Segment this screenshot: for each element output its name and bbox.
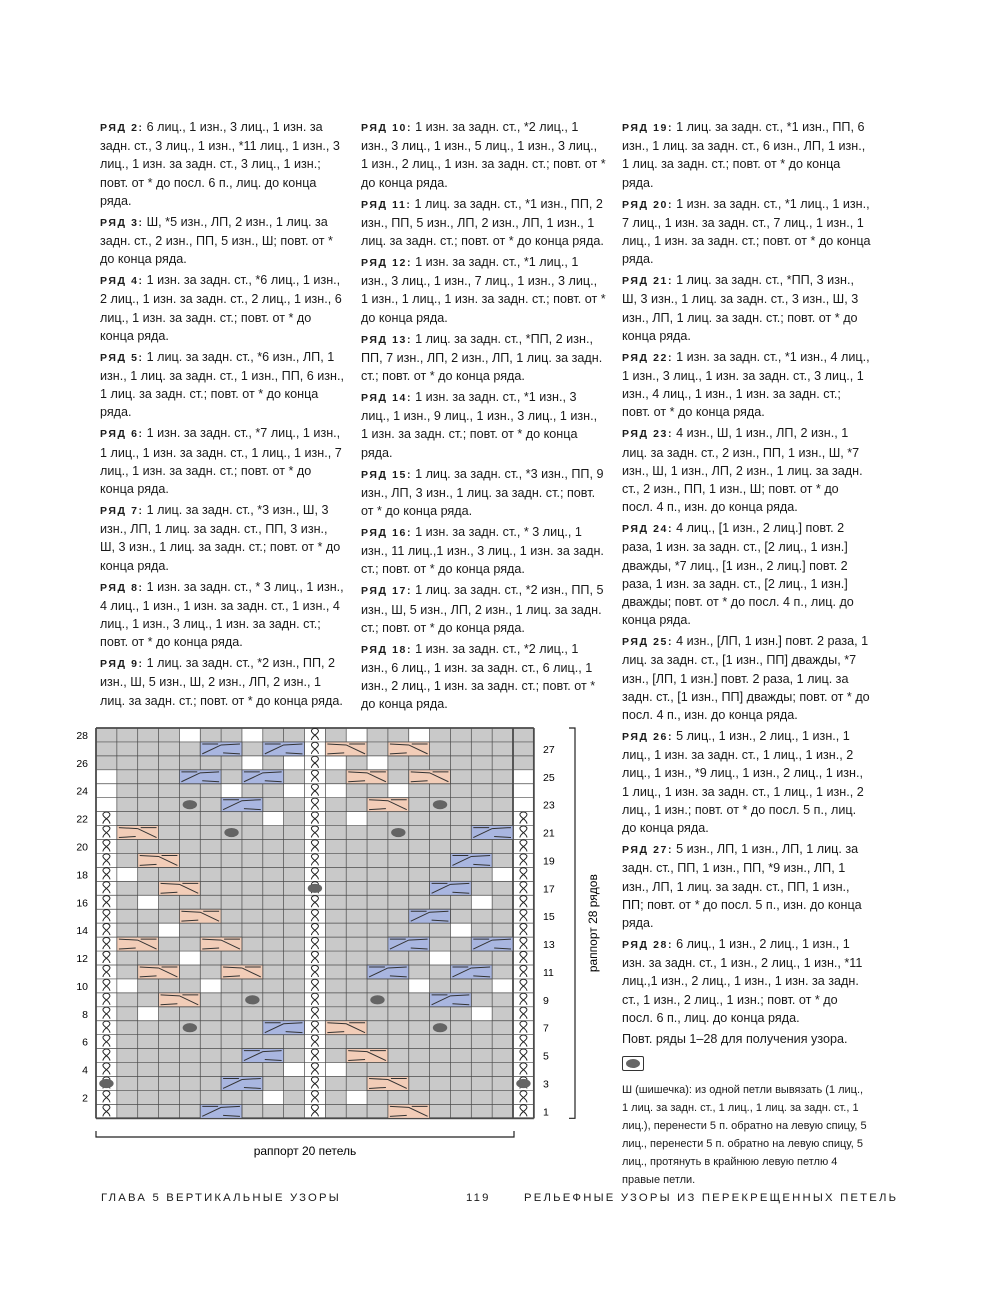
bobble-symbol bbox=[391, 828, 405, 837]
purl-cell bbox=[179, 728, 200, 742]
row-label: РЯД 10: bbox=[361, 122, 413, 134]
row-number-left: 14 bbox=[76, 925, 88, 938]
purl-cell bbox=[471, 895, 492, 909]
row-text: 5 лиц., 1 изн., 2 лиц., 1 изн., 1 лиц., 1 изн. за задн. ст., 1 лиц., 1 изн., 2 лиц., 1 изн., *9 лиц., 1 изн., 2 лиц., 1 изн., 1 лиц., 1 изн. за задн. ст., 1 лиц., 1 изн., 2 лиц., 1 изн.; повт. от * до посл. 5 п., лиц. до конца ряда. bbox=[622, 729, 864, 836]
row-label: РЯД 25: bbox=[622, 636, 674, 649]
purl-cell bbox=[138, 1007, 159, 1021]
purl-cell bbox=[513, 798, 534, 812]
bobble-legend-text: Ш (шишечка): из одной петли вывязать (1 лиц., 1 лиц. за задн. ст., 1 лиц., 1 лиц. за задн. ст., 1 лиц.), перенести 5 п. обратно на левую спицу, 5 лиц., перенести 5 п. обратно на левую спицу, 5 лиц., протянуть в крайнюю левую петлю 4 правые петли. bbox=[622, 1083, 867, 1186]
purl-cell bbox=[367, 756, 388, 770]
repeat-note: Повт. ряды 1–28 для получения узора. bbox=[622, 1031, 848, 1046]
page-number: 119 bbox=[466, 1192, 491, 1204]
row-number-right: 5 bbox=[543, 1050, 549, 1063]
purl-cell bbox=[263, 1090, 284, 1104]
row-number-right: 1 bbox=[543, 1106, 549, 1119]
bobble-symbol bbox=[308, 884, 322, 893]
row-number-left: 28 bbox=[76, 729, 88, 742]
row-label: РЯД 20: bbox=[622, 198, 674, 211]
row-text: 1 лиц. за задн. ст., *6 изн., ЛП, 1 изн., 1 лиц. за задн. ст., 1 изн., ПП, 6 изн., 1 лиц. за задн. ст.; повт. от * до конца ряда. bbox=[100, 349, 345, 420]
width-bracket bbox=[96, 1131, 514, 1137]
row-label: РЯД 12: bbox=[361, 257, 413, 270]
row-text: 1 изн. за задн. ст., *7 лиц., 1 изн., 1 лиц., 1 изн. за задн. ст., 1 лиц., 1 изн., 7 лиц., 1 изн. за задн. ст.; повт. от * до конца ряда. bbox=[100, 426, 342, 497]
row-number-right: 23 bbox=[543, 799, 555, 812]
row-text: 4 изн., Ш, 1 изн., ЛП, 2 изн., 1 лиц. за задн. ст., 2 изн., ПП, 1 изн., Ш, *7 изн., Ш, 1 изн., ЛП, 2 изн., 1 лиц. за задн. ст., 2 изн., ПП, 1 изн., Ш; повт. от * до посл. 4 п., изн. до конца ряда. bbox=[622, 426, 863, 515]
row-number-left: 10 bbox=[76, 980, 88, 993]
row-number-right: 11 bbox=[543, 966, 554, 979]
row-number-right: 7 bbox=[543, 1022, 549, 1035]
row-text: 1 изн. за задн. ст., *1 изн., 3 лиц., 1 изн., 9 лиц., 1 изн., 3 лиц., 1 изн., 1 изн. за задн. ст.; повт. от * до конца ряда. bbox=[361, 390, 598, 460]
row-text: 5 изн., ЛП, 1 изн., ЛП, 1 лиц. за задн. ст., ПП, 1 изн., ПП, *9 изн., ЛП, 1 изн., ЛП, 1 лиц. за задн. ст., ПП, 1 изн., ПП; повт. от * до посл. 5 п., изн. до конца ряда. bbox=[622, 842, 862, 930]
purl-cell bbox=[221, 784, 242, 798]
purl-cell bbox=[492, 979, 513, 993]
bobble-symbol bbox=[516, 1079, 530, 1088]
row-label: РЯД 3: bbox=[100, 216, 144, 229]
purl-cell bbox=[242, 728, 263, 742]
row-text: 1 изн. за задн. ст., *2 лиц., 1 изн., 6 лиц., 1 изн. за задн. ст., 6 лиц., 1 изн., 2 лиц., 1 изн. за задн. ст.; повт. от * до конца ряда. bbox=[361, 641, 596, 712]
footer-chapter: ГЛАВА 5 ВЕРТИКАЛЬНЫЕ УЗОРЫ bbox=[101, 1192, 341, 1204]
row-label: РЯД 15: bbox=[361, 468, 413, 481]
row-text: 1 лиц. за задн. ст., *3 изн., Ш, 3 изн., ЛП, 1 лиц. за задн. ст., ПП, 3 изн., Ш, 3 изн., 1 лиц. за задн. ст.; повт. от * до конца ряда. bbox=[100, 503, 341, 573]
purl-cell bbox=[325, 784, 346, 798]
row-label: РЯД 16: bbox=[361, 527, 413, 540]
purl-cell bbox=[430, 951, 451, 965]
purl-cell bbox=[284, 756, 305, 770]
row-text: 1 лиц. за задн. ст., *2 изн., ПП, 5 изн., Ш, 5 изн., ЛП, 2 изн., 1 лиц. за задн. ст.; повт. от * до конца ряда. bbox=[361, 583, 604, 635]
row-number-left: 24 bbox=[76, 785, 88, 798]
row-text: 4 лиц., [1 изн., 2 лиц.] повт. 2 раза, 1 изн. за задн. ст., [2 лиц., 1 изн.] дважды, *7 лиц., [1 изн., 2 лиц.] повт. 2 раза, 1 изн. за задн. ст., [2 лиц., 1 изн.] дважды; повт. от * до посл. 4 п., лиц. до конца ряда. bbox=[622, 521, 854, 628]
row-text: 1 изн. за задн. ст., *1 лиц., 1 изн., 7 лиц., 1 изн. за задн. ст., 7 лиц., 1 изн., 1 лиц., 1 изн. за задн. ст.; повт. от * до конца ряда. bbox=[622, 196, 871, 267]
purl-cell bbox=[346, 728, 367, 742]
purl-cell bbox=[325, 1063, 346, 1077]
height-bracket bbox=[569, 728, 575, 1118]
row-text: 6 лиц., 1 изн., 2 лиц., 1 изн., 1 изн. за задн. ст., 1 изн., 2 лиц., 1 изн., *11 лиц.,1 изн., 2 лиц., 1 изн., 1 изн. за задн. ст., 1 изн., 2 лиц., 1 изн.; повт. от * до посл. 6 п., лиц. до конца ряда. bbox=[622, 936, 863, 1025]
row-text: 1 лиц. за задн. ст., *ПП, 3 изн., Ш, 3 изн., 1 лиц. за задн. ст., 3 изн., Ш, 3 изн., ЛП, 1 лиц. за задн. ст.; повт. от * до конца ряда. bbox=[622, 273, 859, 343]
row-number-right: 21 bbox=[543, 827, 555, 840]
bobble-symbol bbox=[433, 1023, 447, 1032]
row-number-left: 22 bbox=[76, 813, 88, 826]
purl-cell bbox=[513, 770, 534, 784]
row-number-left: 8 bbox=[82, 1008, 88, 1021]
row-text: 1 лиц. за задн. ст., *2 изн., ПП, 2 изн., Ш, 5 изн., Ш, 2 изн., ЛП, 2 изн., 1 лиц. за задн. ст.; повт. от * до конца ряда. bbox=[100, 656, 343, 708]
row-label: РЯД 5: bbox=[100, 351, 144, 364]
row-label: РЯД 24: bbox=[622, 523, 674, 536]
row-label: РЯД 27: bbox=[622, 844, 674, 857]
row-number-right: 3 bbox=[543, 1078, 549, 1091]
bobble-symbol bbox=[99, 1079, 113, 1088]
row-label: РЯД 28: bbox=[622, 938, 674, 951]
row-label: РЯД 7: bbox=[100, 505, 144, 518]
height-label: раппорт 28 рядов bbox=[586, 874, 600, 973]
purl-cell bbox=[179, 951, 200, 965]
row-text: 1 лиц. за задн. ст., *1 изн., ПП, 6 изн., 1 лиц. за задн. ст., 6 изн., ЛП, 1 изн., 1 лиц. за задн. ст.; повт. от * до конца ряда. bbox=[622, 120, 866, 190]
purl-cell bbox=[138, 895, 159, 909]
row-text: 6 лиц., 1 изн., 3 лиц., 1 изн. за задн. ст., 3 лиц., 1 изн., *11 лиц., 1 изн., 3 лиц., 1 изн. за задн. ст., 3 лиц., 1 изн.; повт. от * до посл. 6 п., лиц. до конца ряда. bbox=[100, 120, 340, 208]
purl-cell bbox=[242, 756, 263, 770]
row-label: РЯД 18: bbox=[361, 643, 413, 656]
bobble-symbol bbox=[183, 800, 197, 809]
purl-cell bbox=[471, 1007, 492, 1021]
row-label: РЯД 11: bbox=[361, 198, 412, 211]
row-number-right: 13 bbox=[543, 939, 555, 952]
purl-cell bbox=[346, 1090, 367, 1104]
purl-cell bbox=[492, 867, 513, 881]
purl-cell bbox=[96, 770, 117, 784]
bobble-symbol bbox=[224, 828, 238, 837]
purl-cell bbox=[284, 784, 305, 798]
row-label: РЯД 8: bbox=[100, 581, 144, 594]
purl-cell bbox=[96, 784, 117, 798]
purl-cell bbox=[409, 728, 430, 742]
purl-cell bbox=[263, 812, 284, 826]
row-number-left: 18 bbox=[76, 869, 88, 882]
row-number-right: 27 bbox=[543, 743, 555, 756]
row-label: РЯД 26: bbox=[622, 731, 674, 744]
row-number-left: 20 bbox=[76, 841, 88, 854]
row-text: 1 лиц. за задн. ст., *3 изн., ПП, 9 изн., ЛП, 3 изн., 1 лиц. за задн. ст.; повт. от * до конца ряда. bbox=[361, 466, 604, 519]
row-number-right: 15 bbox=[543, 911, 555, 924]
row-number-right: 17 bbox=[543, 883, 555, 896]
row-label: РЯД 23: bbox=[622, 428, 674, 441]
row-label: РЯД 17: bbox=[361, 585, 413, 598]
row-number-left: 2 bbox=[82, 1092, 88, 1105]
bobble-symbol bbox=[183, 1023, 197, 1032]
row-number-left: 6 bbox=[82, 1036, 88, 1049]
row-text: 1 изн. за задн. ст., * 3 лиц., 1 изн., 11 лиц.,1 изн., 3 лиц., 1 изн. за задн. ст.; повт. от * до конца ряда. bbox=[361, 525, 604, 577]
row-number-left: 12 bbox=[76, 953, 88, 966]
row-number-right: 9 bbox=[543, 994, 549, 1007]
row-label: РЯД 19: bbox=[622, 122, 674, 134]
row-label: РЯД 6: bbox=[100, 428, 144, 441]
row-text: 1 изн. за задн. ст., *1 изн., 4 лиц., 1 изн., 3 лиц., 1 изн. за задн. ст., 3 лиц., 1 изн., 4 лиц., 1 изн., 1 изн. за задн. ст.; повт. от * до конца ряда. bbox=[622, 349, 870, 420]
row-label: РЯД 4: bbox=[100, 275, 144, 288]
row-label: РЯД 21: bbox=[622, 275, 674, 288]
purl-cell bbox=[513, 784, 534, 798]
row-text: 1 изн. за задн. ст., *1 лиц., 1 изн., 3 лиц., 1 изн., 7 лиц., 1 изн., 3 лиц., 1 изн., 1 лиц., 1 изн. за задн. ст.; повт. от * до конца ряда. bbox=[361, 255, 606, 325]
purl-cell bbox=[284, 1063, 305, 1077]
row-text: 1 изн. за задн. ст., *6 лиц., 1 изн., 2 лиц., 1 изн. за задн. ст., 2 лиц., 1 изн., 6 лиц., 1 изн. за задн. ст.; повт. от * до конца ряда. bbox=[100, 273, 342, 343]
row-text: 4 изн., [ЛП, 1 изн.] повт. 2 раза, 1 лиц. за задн. ст., [1 изн., ПП] дважды, *7 изн., [ЛП, 1 изн.] повт. 2 раза, 1 лиц. за задн. ст., [1 изн., ПП] дважды; повт. от * до посл. 4 п., изн. до конца ряда. bbox=[622, 634, 870, 723]
bobble-symbol bbox=[433, 800, 447, 809]
footer-section-title: РЕЛЬЕФНЫЕ УЗОРЫ ИЗ ПЕРЕКРЕЩЕННЫХ ПЕТЕЛЬ bbox=[524, 1192, 899, 1204]
width-label: раппорт 20 петель bbox=[253, 1144, 357, 1158]
row-label: РЯД 9: bbox=[100, 658, 144, 671]
bobble-symbol bbox=[370, 995, 384, 1004]
purl-cell bbox=[159, 923, 180, 937]
purl-cell bbox=[117, 867, 138, 881]
row-text: 1 изн. за задн. ст., *2 лиц., 1 изн., 3 лиц., 1 изн., 5 лиц., 1 изн., 3 лиц., 1 изн., 2 лиц., 1 изн. за задн. ст.; повт. от * до конца ряда. bbox=[361, 120, 606, 190]
row-text: 1 лиц. за задн. ст., *1 изн., ПП, 2 изн., ПП, 5 изн., ЛП, 2 изн., ЛП, 1 изн., 1 лиц. за задн. ст.; повт. от * до конца ряда. bbox=[361, 196, 604, 249]
purl-cell bbox=[200, 979, 221, 993]
purl-cell bbox=[325, 756, 346, 770]
purl-cell bbox=[388, 784, 409, 798]
bobble-symbol bbox=[245, 995, 259, 1004]
row-text: Ш, *5 изн., ЛП, 2 изн., 1 лиц. за задн. ст., 2 изн., ПП, 5 изн., Ш; повт. от * до конца ряда. bbox=[100, 214, 333, 267]
row-label: РЯД 13: bbox=[361, 333, 413, 346]
row-number-right: 25 bbox=[543, 771, 555, 784]
row-number-left: 26 bbox=[76, 757, 88, 770]
row-number-right: 19 bbox=[543, 855, 555, 868]
row-label: РЯД 14: bbox=[361, 392, 413, 405]
purl-cell bbox=[96, 798, 117, 812]
purl-cell bbox=[409, 979, 430, 993]
row-number-left: 4 bbox=[82, 1064, 88, 1077]
row-text: 1 изн. за задн. ст., * 3 лиц., 1 изн., 4 лиц., 1 изн., 1 изн. за задн. ст., 1 изн., 4 лиц., 1 изн., 3 лиц., 1 изн. за задн. ст.; повт. от * до конца ряда. bbox=[100, 579, 344, 650]
purl-cell bbox=[346, 812, 367, 826]
purl-cell bbox=[450, 923, 471, 937]
row-label: РЯД 22: bbox=[622, 351, 674, 364]
row-text: 1 лиц. за задн. ст., *ПП, 2 изн., ПП, 7 изн., ЛП, 2 изн., ЛП, 1 лиц. за задн. ст.; повт. от * до конца ряда. bbox=[361, 331, 603, 384]
purl-cell bbox=[117, 979, 138, 993]
row-number-left: 16 bbox=[76, 897, 88, 910]
row-label: РЯД 2: bbox=[100, 122, 144, 134]
